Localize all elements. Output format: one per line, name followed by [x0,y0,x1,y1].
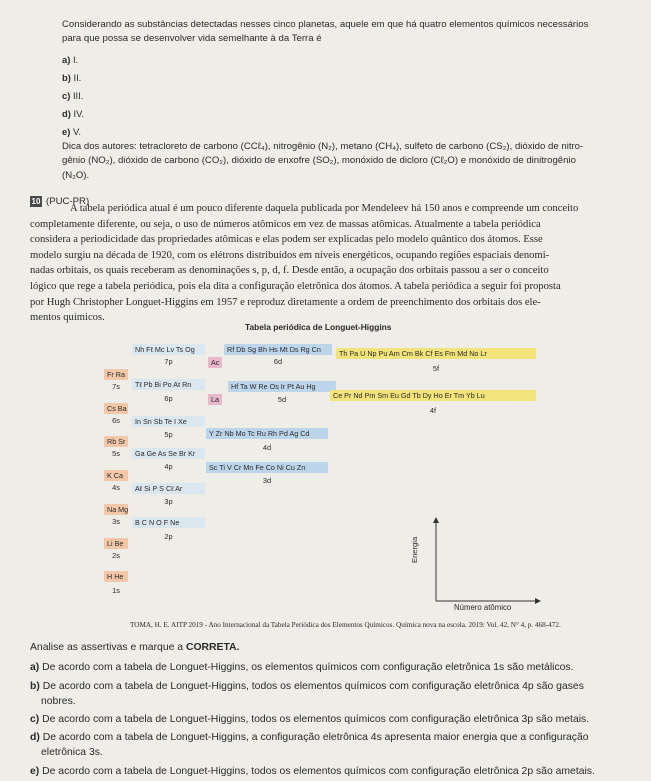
label-4p: 4p [164,462,173,471]
label-7s: 7s [112,382,120,391]
d-row-4: Y Zr Nb Mo Tc Ru Rh Pd Ag Cd [206,428,328,439]
label-6d: 6d [273,357,283,366]
label-6s: 6s [112,416,120,425]
s-row-3: Na Mg [104,504,128,515]
option-e[interactable]: e) V. [62,126,81,137]
label-2s: 2s [112,551,120,560]
answer-c[interactable]: c) De acordo com a tabela de Longuet-Higgins, todos os elementos químicos com configuração eletrônica 3p são metais. [30,714,590,725]
option-b[interactable]: b) II. [62,72,82,83]
label-7p: 7p [164,357,173,366]
lanthanum-cell: La [208,394,222,405]
label-2p: 2p [164,532,173,541]
s-row-6: Cs Ba [104,403,128,414]
figure-caption: TOMA, H. E. AITP 2019 - Ano Internacional da Tabela Periódica dos Elementos Químicos. Química nova na escola. 2019: Vol. 42, N° 4, p. 468-472. [130,621,561,629]
p-row-4: Ga Ge As Se Br Kr [132,448,205,459]
tip-line-2: gênio (NO₂), dióxido de carbono (CO₂), dióxido de enxofre (SO₂), monóxido de dicloro (Cℓ₂O) e monóxido de dinitrogênio [62,155,576,166]
option-c[interactable]: c) III. [62,90,84,101]
axis-energy-label: Energia [410,536,419,563]
p-row-7: Nh Fℓ Mc Lv Ts Og [132,344,205,355]
p-row-2: B C N O F Ne [132,517,205,528]
figure-title: Tabela periódica de Longuet-Higgins [245,322,392,332]
s-row-4: K Ca [104,470,128,481]
s-row-2: Li Be [104,538,128,549]
question-number-badge: 10 [31,197,41,206]
s-row-7: Fr Ra [104,369,128,380]
d-row-6: Rf Db Sg Bh Hs Mt Ds Rg Cn [224,344,332,355]
intro-line-2: para que possa se desenvolver vida semelhante à da Terra é [62,33,322,44]
p-row-3: Aℓ Si P S Cℓ Ar [132,483,205,494]
p-row-6: Tℓ Pb Bi Po At Rn [132,379,205,390]
question-source: (PUC-PR) [46,196,90,207]
f-row-5: Th Pa U Np Pu Am Cm Bk Cf Es Fm Md No Lr [336,348,536,359]
option-a[interactable]: a) I. [62,54,79,65]
label-4d: 4d [262,443,272,452]
d-row-3: Sc Ti V Cr Mn Fe Co Ni Cu Zn [206,462,328,473]
actinium-cell: Ac [208,357,222,368]
label-5p: 5p [164,430,173,439]
label-4f: 4f [429,406,437,415]
axis-atomic-number-label: Número atômico [454,603,512,612]
label-6p: 6p [164,394,173,403]
s-row-1: H He [104,571,128,582]
f-row-4: Ce Pr Nd Pm Sm Eu Gd Tb Dy Ho Er Tm Yb Lu [330,390,536,401]
label-4s: 4s [112,483,120,492]
answer-e[interactable]: e) De acordo com a tabela de Longuet-Higgins, todos os elementos químicos com configuração eletrônica 2p são ametais. [30,766,595,777]
tip-line-3: (N₂O). [62,170,90,181]
s-row-5: Rb Sr [104,436,128,447]
label-5d: 5d [277,395,287,404]
d-row-5: Hf Ta W Re Os Ir Pt Au Hg [228,381,336,392]
label-3d: 3d [262,476,272,485]
axes-arrows [431,517,541,607]
label-3s: 3s [112,517,120,526]
question-prompt: Analise as assertivas e marque a CORRETA. [30,642,240,653]
p-row-5: In Sn Sb Te I Xe [132,416,205,427]
answer-a[interactable]: a) De acordo com a tabela de Longuet-Higgins, os elementos químicos com configuração eletrônica 1s são metálicos. [30,662,574,673]
answer-b[interactable]: b) De acordo com a tabela de Longuet-Higgins, todos os elementos químicos com configuração eletrônica 4p são gases nobres. [30,681,584,707]
label-5s: 5s [112,449,120,458]
answer-d[interactable]: d) De acordo com a tabela de Longuet-Higgins, a configuração eletrônica 4s apresenta maior energia que a configuração eletrônica 3s. [30,732,589,758]
label-3p: 3p [164,497,173,506]
tip-line-1: Dica dos autores: tetracloreto de carbono (CCℓ₄), nitrogênio (N₂), metano (CH₄), sulfeto de carbono (CS₂), dióxido de nitro- [62,141,584,152]
label-5f: 5f [432,364,440,373]
label-1s: 1s [112,586,120,595]
longuet-higgins-table [96,337,546,622]
intro-line-1: Considerando as substâncias detectadas nesses cinco planetas, aquele em que há quatro elementos químicos necessários [62,19,589,30]
question-paragraph: A tabela periódica atual é um pouco diferente daquela publicada por Mendeleev há 150 anos e compreende um conceito completamente diferente, ou seja, o uso de números atômicos em vez de massas atômicas. Atualmente a tabela periódica considera a periodicidade das propriedades atômicas e elas podem ser explicadas pelo modelo quântico dos átomos. Esse modelo surgiu na década de 1920, com os elétrons distribuídos em níveis energéticos, ocupando regiões espaciais denomi- nadas orbitais, os quais receberam as denominações s, p, d, f. Desde então, a ocupação dos orbitais passou a ser o conceito lógico que rege a tabela periódica, pois ela dita a configuração eletrônica dos átomos. A tabela periódica a seguir foi proposta por Hugh Christopher Longuet-Higgins em 1957 e reproduz diretamente a ordem de preenchimento dos orbitais dos ele- mentos químicos. [30,203,579,324]
option-d[interactable]: d) IV. [62,108,85,119]
